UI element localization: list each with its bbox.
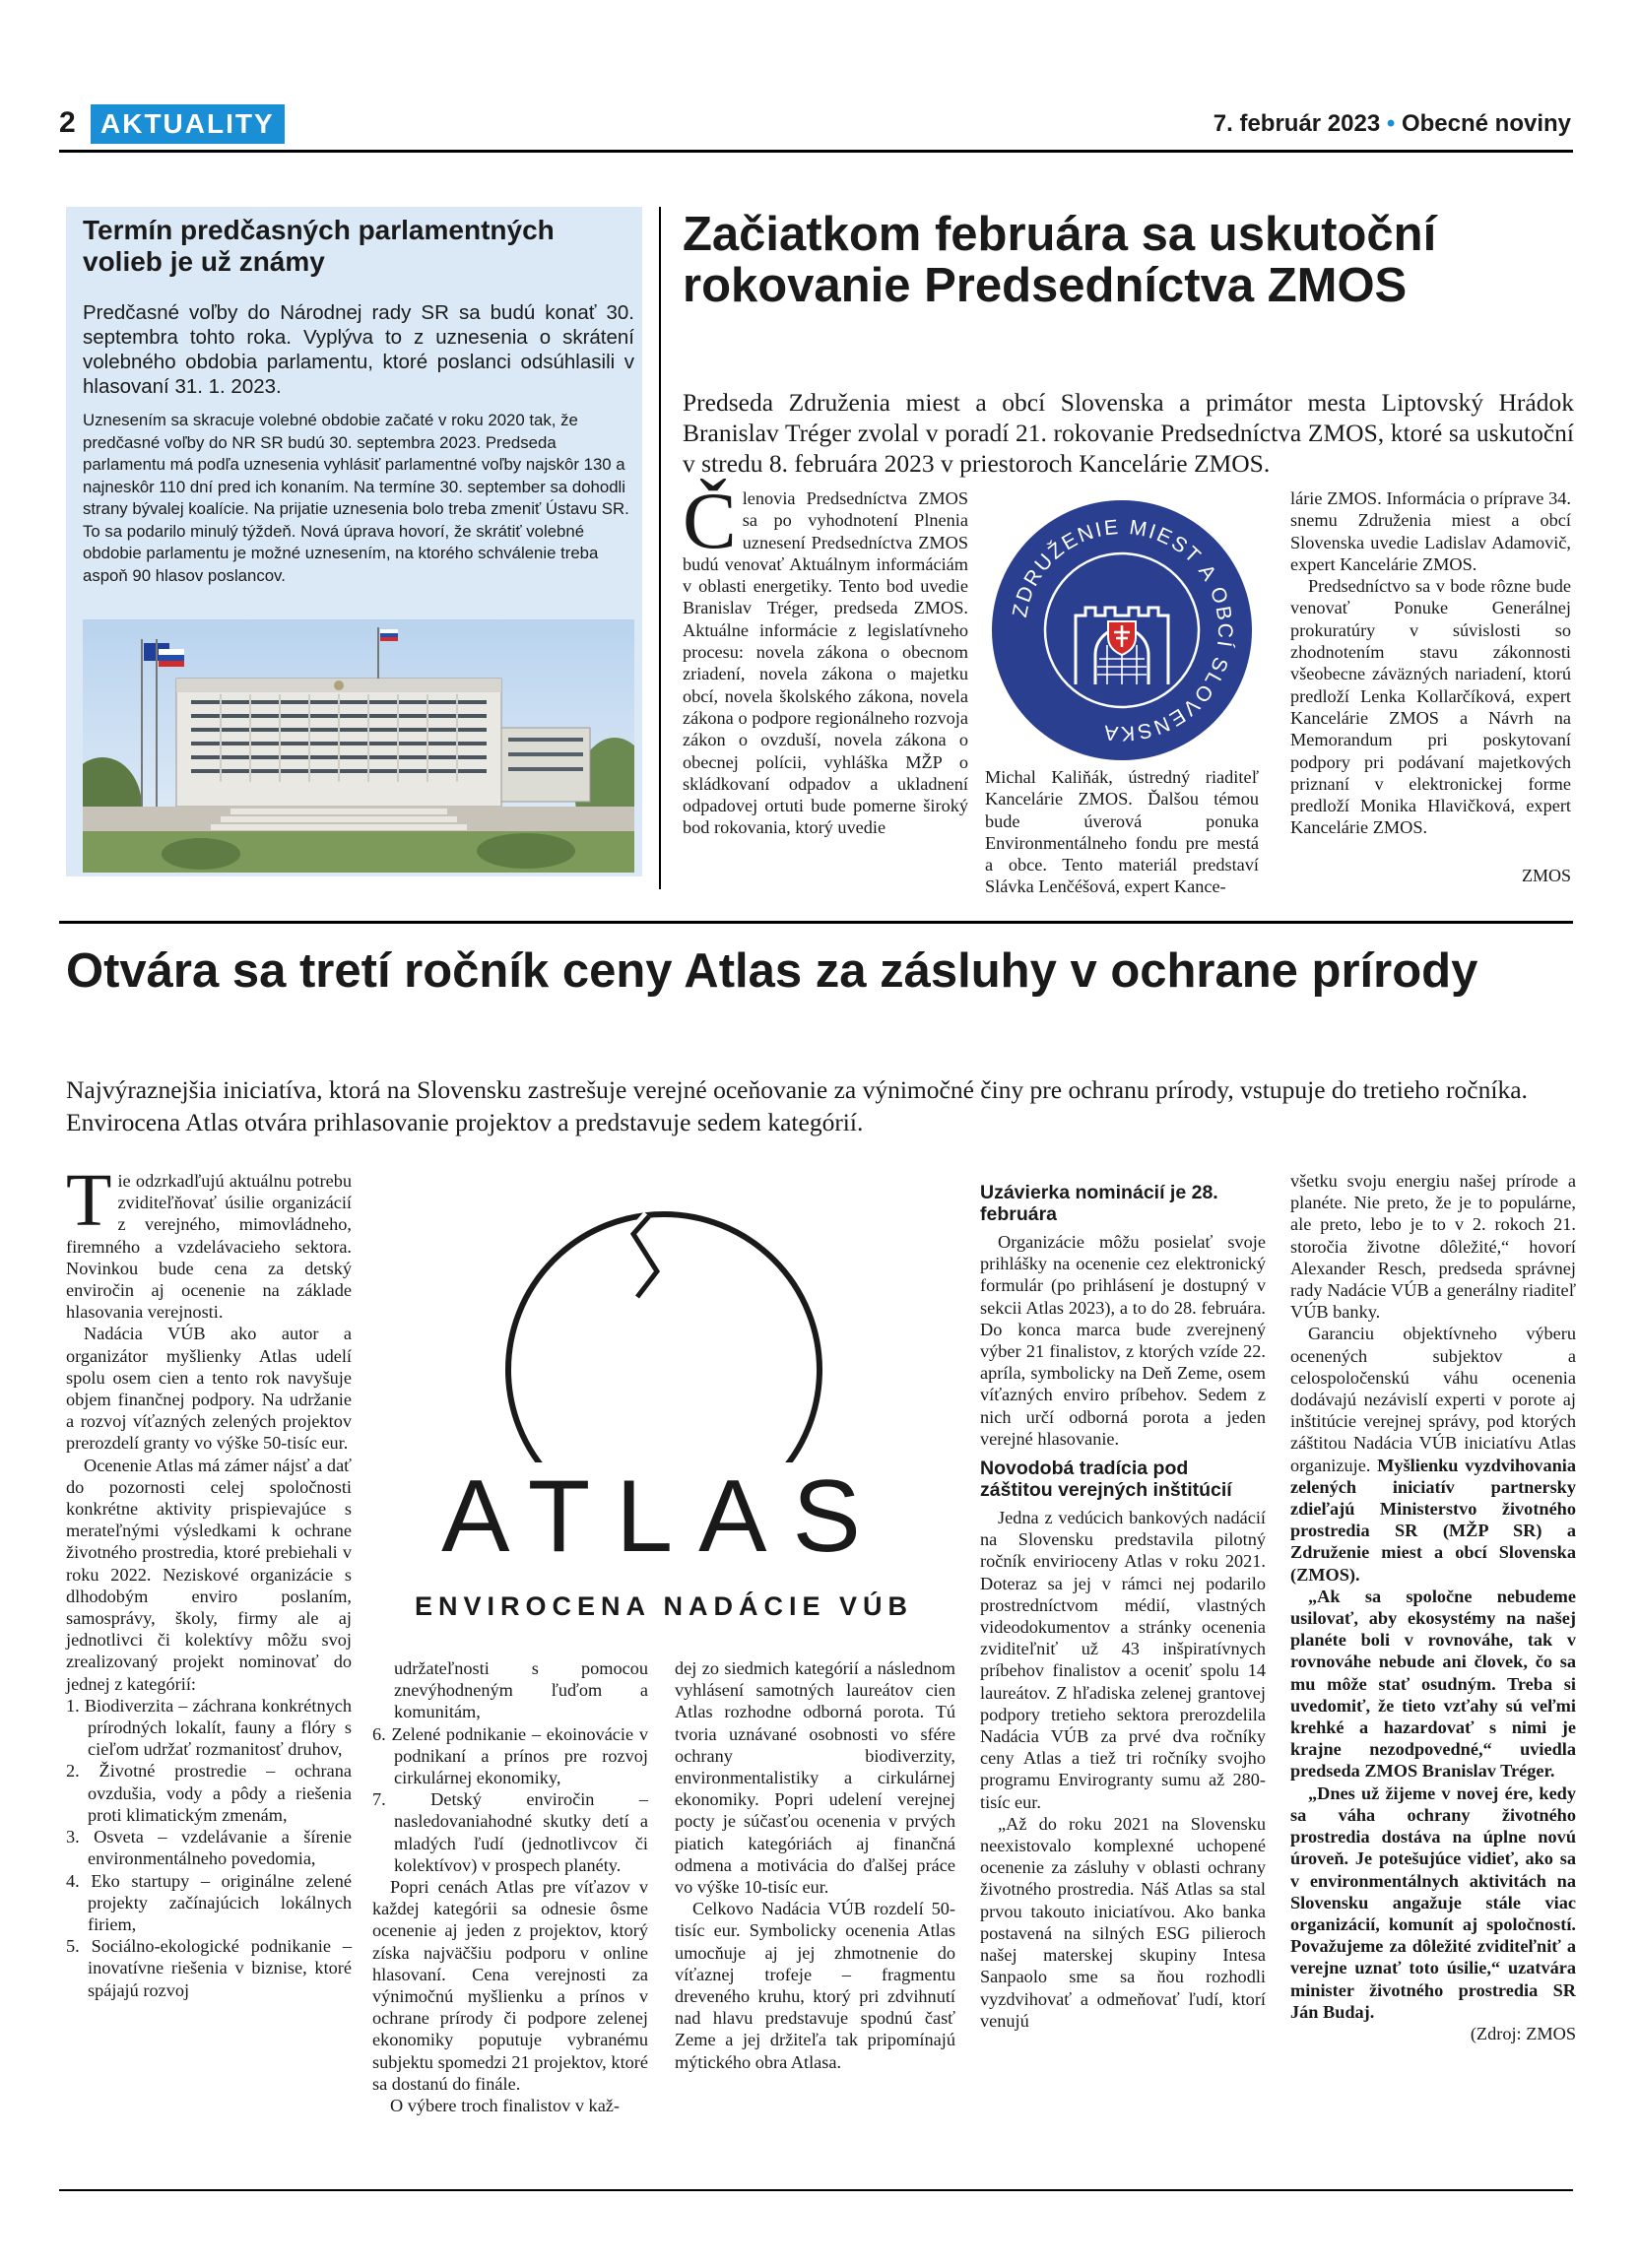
- atlas-column-2: [372, 1657, 648, 2116]
- zmos-emblem-icon: [989, 497, 1255, 763]
- zmos-column-2: Michal Kaliňák, ústredný riaditeľ Kancelárie ZMOS. Ďalšou témou bude úverová ponuka Environmentálneho fondu pre mestá a obce. Tento materiál predstaví Slávka Lenčéšová, expert Kance-: [985, 767, 1259, 897]
- info-box-lead: Predčasné voľby do Národnej rady SR sa budú konať 30. septembra tohto roka. Vyplýva to z uznesenia o skrátení volebného obdobia parlamentu, ktoré poslanci odsúhlasili v hlasovaní 31. 1. 2023.: [83, 301, 634, 398]
- category-item: 2. Životné prostredie – ochrana ovzdušia, vody a pôdy a riešenia proti klimatickým zmenám,: [66, 1761, 352, 1825]
- atlas-emblem-icon: [375, 1177, 952, 1640]
- publication-name: Obecné noviny: [1401, 110, 1571, 137]
- parliament-building-image: [83, 619, 634, 873]
- subheading: Novodobá tradícia pod záštitou verejných inštitúcií: [980, 1458, 1232, 1502]
- issue-info: [1214, 110, 1571, 138]
- separator-dot: •: [1386, 110, 1396, 137]
- section-rule: [59, 921, 1573, 924]
- parliament-photo: [83, 619, 634, 873]
- page-number: 2: [59, 106, 76, 139]
- column-divider: [659, 207, 661, 889]
- paragraph: Nadácia VÚB ako autor a organizátor myšlienky Atlas udelí spolu osem cien a tento rok navyšuje objem finančnej podpory. Na udržanie a rozvoj víťazných zelených projektov prerozdelí granty vo výške 50-tisíc eur.: [66, 1324, 352, 1454]
- paragraph: Celkovo Nadácia VÚB rozdelí 50-tisíc eur. Symbolicky ocenenia Atlas umocňuje aj jej zhmotnenie do víťaznej trofeje – fragmentu dreveného kruhu, ktorý pri zdvihnutí nad hlavu predstavuje spodnú časť Zeme a jej držiteľa tak pripomínajú mýtického obra Atlasa.: [675, 1899, 955, 2072]
- header-rule: [59, 150, 1573, 153]
- category-item: 4. Eko startupy – originálne zelené projekty začínajúcich lokálnych firiem,: [66, 1870, 352, 1934]
- paragraph: všetku svoju energiu našej prírode a planéte. Nie preto, že je to populárne, ale preto, lebo je to v 2. rokoch 21. storočia životne dôležité,“ hovorí Alexander Resch, predseda správnej rady Nadácie VÚB a generálny riaditeľ VÚB banky.: [1290, 1171, 1576, 1323]
- atlas-headline: Otvára sa tretí ročník ceny Atlas za zásluhy v ochrane prírody: [66, 944, 1478, 998]
- subheading: Uzávierka nominácií je 28. februára: [980, 1182, 1218, 1225]
- atlas-logo: [375, 1177, 952, 1640]
- paragraph: Organizácie môžu posielať svoje prihlášky na ocenenie cez elektronický formulár (po prihlásení je dostupný v sekcii Atlas 2023), a to do 28. februára. Do konca marca bude zverejnený výber 21 finalistov, z ktorých vzíde 22. apríla, symbolicky na Deň Zeme, osem víťazných enviro príbehov. Sedem z nich určí odborná porota a jeden verejné hlasovanie.: [980, 1232, 1266, 1449]
- quote-paragraph: „Ak sa spoločne nebudeme usilovať, aby ekosystémy na našej planéte boli v rovnováhe, tak v rovnováhe nebude ani človek, čo sa mu môže stať osudným. Treba si uvedomiť, že tieto vzťahy sú veľmi krehké a hazardovať s nimi je krajne nezodpovedné,“ uviedla predseda ZMOS Branislav Tréger.: [1290, 1586, 1576, 1782]
- paragraph: Ocenenie Atlas má zámer nájsť a dať do pozornosti celej spoločnosti konkrétne aktivity prispievajúce s merateľnými výsledkami k ochrane životného prostredia, ktoré prebiehali v roku 2022. Neziskové organizácie s dlhodobým enviro poslaním, samosprávy, školy, firmy ale aj jednotlivci či kolektívy môžu svoj zrealizovaný projekt nominovať do jednej z kategórií:: [66, 1455, 352, 1694]
- footer-rule: [59, 2189, 1573, 2191]
- zmos-signature: ZMOS: [1521, 866, 1571, 885]
- info-box-body: Uznesením sa skracuje volebné obdobie začaté v roku 2020 tak, že predčasné voľby do NR SR budú 30. septembra 2023. Predseda parlamentu má podľa uznesenia vyhlásiť parlamentné voľby najskôr 130 a najneskôr 110 dní pred ich konaním. Na termíne 30. september sa dohodli strany bývalej koalície. Na prijatie uznesenia bolo treba zmeniť Ústavu SR. To sa podarilo minulý týždeň. Nová úprava hovorí, že skrátiť volebné obdobie parlamentu je možné uznesením, na ktorého schválenie treba aspoň 90 hlasov poslancov.: [83, 411, 629, 585]
- paragraph: Jedna z vedúcich bankových nadácií na Slovensku predstavila pilotný ročník envirioceny Atlas v roku 2021. Doteraz sa jej v rámci nej podarilo prostredníctvom médií, vlastných videodokumentov a stránky ocenenia zviditeľniť už 43 inšpiratívnych príbehov finalistov a oceniť spolu 14 laureátov. Z hľadiska zelenej grantovej podpory tretieho sektora prerozdelila Nadácia VÚB za prvé dva ročníky ceny Atlas a tiež tri ročníky svojho programu Envirogranty sumu až 280-tisíc eur.: [980, 1508, 1266, 1812]
- category-item: 7. Detský enviročin – nasledovaniahodné skutky detí a mladých ľudí (jednotlivcov či kolektívov) v prospech planéty.: [372, 1789, 648, 1875]
- paragraph: lárie ZMOS. Informácia o príprave 34. snemu Združenia miest a obcí Slovenska uvedie Ladislav Adamovič, expert Kancelárie ZMOS.: [1290, 488, 1571, 574]
- paragraph: O výbere troch finalistov v kaž-: [390, 2096, 621, 2116]
- paragraph-text: Garanciu objektívneho výberu ocenených subjektov a celospoločenskú váhu ocenenia dodávajú nezávislí experti v porote aj inštitúcie verejnej správy, pod ktorých záštitou Nadácia VÚB iniciatívu Atlas organizuje.: [1290, 1324, 1576, 1475]
- category-item: 5. Sociálno-ekologické podnikanie – inovatívne riešenia v biznise, ktoré spájajú rozvoj: [66, 1936, 352, 2000]
- section-label: AKTUALITY: [91, 104, 285, 144]
- drop-cap: T: [66, 1159, 112, 1242]
- source-note: (Zdroj: ZMOS: [1470, 2023, 1576, 2043]
- quote-paragraph: „Dnes už žijeme v novej ére, kedy sa váha ochrany životného prostredia dostáva na úplne novú úroveň. Je potešujúce vidieť, ako sa v environmentálnych aktivitách na Slovensku angažuje stále viac organizácií, komunít aj spoločností. Považujeme za dôležité zviditeľniť a verejne uznať toto úsilie,“ uzatvára minister životného prostredia SR Ján Budaj.: [1290, 1782, 1576, 2022]
- issue-date: 7. február 2023: [1213, 110, 1381, 137]
- atlas-logo-tagline: ENVIROCENA NADÁCIE VÚB: [414, 1591, 914, 1621]
- category-item: 1. Biodiverzita – záchrana konkrétnych prírodných lokalít, fauny a flóry s cieľom udržať rozmanitosť druhov,: [66, 1695, 352, 1760]
- category-item: 6. Zelené podnikanie – ekoinovácie v podnikaní a prínos pre rozvoj cirkulárnej ekonomiky,: [372, 1723, 648, 1788]
- atlas-column-4: [980, 1180, 1266, 2032]
- paragraph: dej zo siedmich kategórií a následnom vyhlásení samotných laureátov cien Atlas rozhodne odborná porota. Tú tvoria uznávané osobnosti vo sfére ochrany biodiverzity, environmentalistiky a cirkulárnej ekonomiky. Popri udelení verejnej pocty je súčasťou ocenenia v prvých piatich kategóriách aj finančná odmena a motivácia do ďalšej práce vo výške 10-tisíc eur.: [675, 1658, 955, 1898]
- zmos-column-3: [1290, 487, 1571, 839]
- zmos-headline: Začiatkom februára sa uskutoční rokovanie Predsedníctva ZMOS: [683, 208, 1437, 312]
- atlas-lead: Najvýraznejšia iniciatíva, ktorá na Slovensku zastrešuje verejné oceňovanie za výnimočné činy pre ochranu prírody, vstupuje do tretieho ročníka. Envirocena Atlas otvára prihlasovanie projektov a predstavuje sedem kategórií.: [66, 1075, 1528, 1136]
- category-continuation: udržateľnosti s pomocou znevýhodneným ľuďom a komunitám,: [394, 1658, 648, 1722]
- category-item: 3. Osveta – vzdelávanie a šírenie environmentálneho povedomia,: [66, 1827, 352, 1869]
- paragraph-bold-text: Myšlienku vyzdvihovania zelených iniciatív partnersky zdieľajú Ministerstvo životného prostredia SR (MŽP SR) a Združenie miest a obcí Slovenska (ZMOS).: [1290, 1455, 1576, 1585]
- zmos-column-1: [683, 476, 968, 839]
- paragraph: „Až do roku 2021 na Slovensku neexistovalo komplexné uchopené ocenenie za zásluhy v oblasti ochrany životného prostredia. Náš Atlas sa stal prvou takouto iniciatívou. Ako banka postavená na silných ESG pilieroch našej materskej skupiny Intesa Sanpaolo sme sa ňou rozhodli vyzdvihovať a odmeňovať ľudí, ktorí venujú: [980, 1813, 1266, 2031]
- zmos-lead: Predseda Združenia miest a obcí Slovenska a primátor mesta Liptovský Hrádok Branislav Tréger zvolal v poradí 21. rokovanie Predsedníctva ZMOS, ktoré sa uskutoční v stredu 8. februára 2023 v priestoroch Kancelárie ZMOS.: [683, 388, 1574, 478]
- zmos-logo-text: ZDRUŽENIE MIEST A OBCÍ SLOVENSKA: [1008, 515, 1237, 745]
- drop-cap: Č: [683, 476, 737, 565]
- paragraph: Popri cenách Atlas pre víťazov v každej kategórii sa odnesie ôsme ocenenie aj jeden z projektov, ktorý získa najväčšiu podporu v online hlasovaní. Cena verejnosti za výnimočnú myšlienku a prínos v ochrane prírody či podpore zelenej ekonomiky poputuje vybranému subjektu spomedzi 21 projektov, ktoré sa dostanú do finále.: [372, 1877, 648, 2094]
- atlas-column-3: [675, 1657, 955, 2073]
- zmos-column-1-text: lenovia Predsedníctva ZMOS sa po vyhodnotení Plnenia uznesení Predsedníctva ZMOS budú venovať Aktuálnym informáciám v oblasti energetiky. Tento bod uvedie Branislav Tréger, predseda ZMOS. Aktuálne informácie z legislatívneho procesu: novela zákona o obecnom zriadení, novela zákona o majetku obcí, novela školského zákona, novela zákona o podpore regionálneho rozvoja zákon o ovzduší, novela zákona o obecnej polícii, vyhláška MŽP o skládkovaní odpadov a ukladnení odpadovej ortuti bude pomerne široký bod rokovania, ktorý uvedie: [683, 488, 968, 838]
- info-box-title: Termín predčasných parlamentných volieb je už známy: [83, 215, 555, 277]
- atlas-column-5: [1290, 1170, 1576, 2044]
- paragraph: [66, 1159, 352, 1323]
- paragraph: [1290, 1323, 1576, 1585]
- category-list: [66, 1695, 352, 2001]
- paragraph: Predsedníctvo sa v bode rôzne bude venovať Ponuke Generálnej prokuratúry v súvislosti so zhodnotením stavu zákonnosti všeobecne záväzných nariadení, ktorú predloží Lenka Kollarčíková, expert Kancelárie ZMOS a Návrh na Memorandum pri poskytovaní podpory pri podávaní majetkových priznaní v elektronickej forme predloží Monika Hlavičková, expert Kancelárie ZMOS.: [1290, 576, 1571, 838]
- category-list: [372, 1723, 648, 1876]
- paragraph-text: ie odzrkadľujú aktuálnu potrebu zviditeľňovať úsilie organizácií z verejného, mimovládneho, firemného a vzdelávacieho sektora. Novinkou bude cena za detský enviročin aj ocenenie na základe hlasovania verejnosti.: [66, 1171, 352, 1323]
- atlas-logo-word: ATLAS: [441, 1459, 886, 1574]
- zmos-logo: [989, 497, 1255, 763]
- atlas-column-1: [66, 1159, 352, 2001]
